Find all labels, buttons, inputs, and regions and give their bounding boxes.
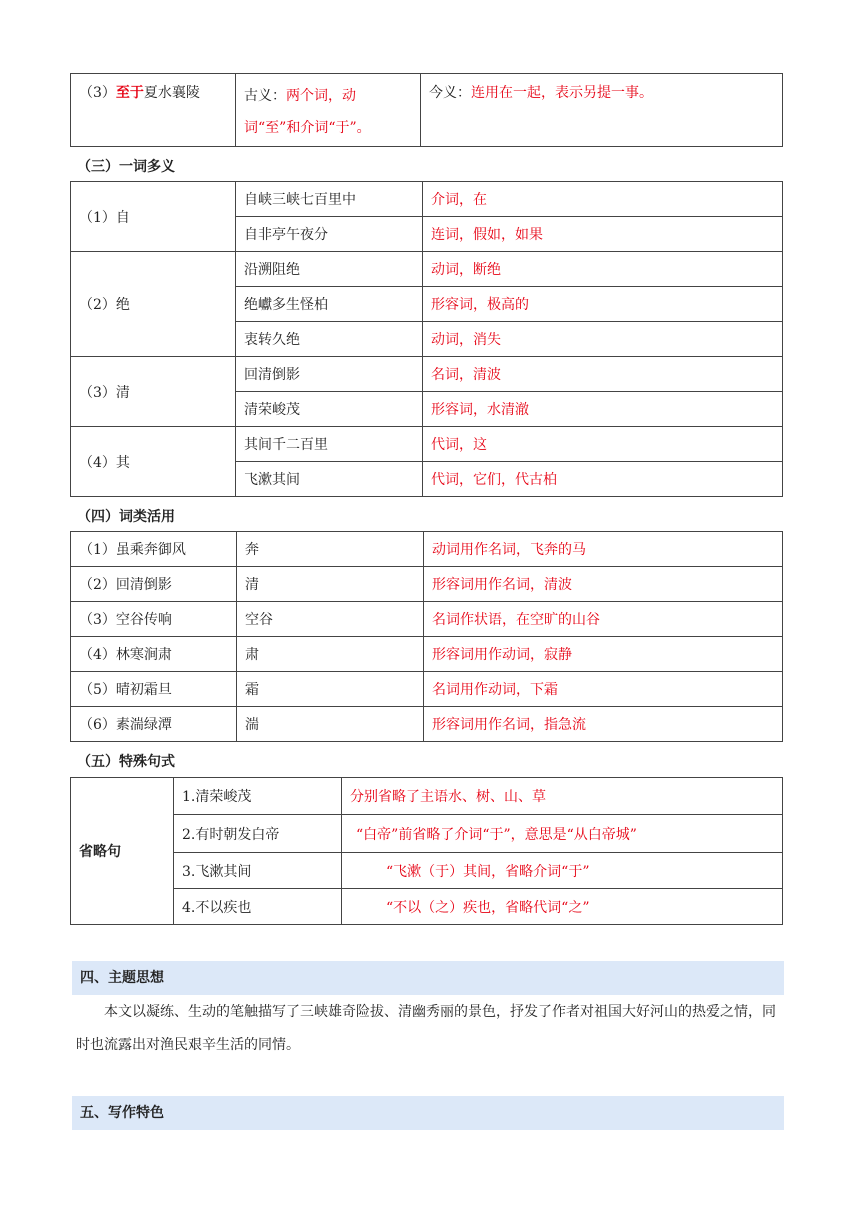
polysemy-meaning: 名词，清波: [423, 357, 783, 392]
usage-word: 霜: [237, 672, 424, 707]
polysemy-example: 自非亭午夜分: [236, 217, 423, 252]
polysemy-meaning: 动词，断绝: [423, 252, 783, 287]
polysemy-word: （3）清: [71, 357, 236, 427]
theme-paragraph: 本文以凝练、生动的笔触描写了三峡雄奇险拔、清幽秀丽的景色，抒发了作者对祖国大好河山的热爱之情，同时也流露出对渔民艰辛生活的同情。: [76, 1004, 776, 1053]
ancient-meaning-cell: 古义：两个词，动词“至”和介词“于”。: [236, 74, 421, 147]
usage-word: 空谷: [237, 602, 424, 637]
special-sentence: 3.飞漱其间: [174, 853, 342, 889]
usage-explanation: 名词作状语，在空旷的山谷: [424, 602, 783, 637]
polysemy-example: 自峡三峡七百里中: [236, 182, 423, 217]
polysemy-table: [70, 181, 783, 497]
polysemy-example: 飞漱其间: [236, 462, 423, 497]
polysemy-meaning: 介词，在: [423, 182, 783, 217]
polysemy-meaning: 形容词，水清澈: [423, 392, 783, 427]
special-sentence-table: [70, 777, 783, 925]
polysemy-example: 回清倒影: [236, 357, 423, 392]
polysemy-word: （4）其: [71, 427, 236, 497]
usage-sentence: （5）晴初霜旦: [71, 672, 237, 707]
polysemy-meaning: 代词，这: [423, 427, 783, 462]
polysemy-example: 绝巘多生怪柏: [236, 287, 423, 322]
polysemy-meaning: 动词，消失: [423, 322, 783, 357]
polysemy-meaning: 连词，假如，如果: [423, 217, 783, 252]
special-explanation: “飞漱（于）其间，省略介词“于”: [342, 853, 783, 889]
section3-heading: （三）一词多义: [77, 159, 175, 175]
section4-heading: （四）词类活用: [77, 509, 175, 525]
polysemy-meaning: 形容词，极高的: [423, 287, 783, 322]
usage-sentence: （1）虽乘奔御风: [71, 532, 237, 567]
usage-word: 湍: [237, 707, 424, 742]
sentence-type-label: 省略句: [71, 778, 174, 925]
writing-section-title: 五、写作特色: [72, 1096, 784, 1130]
polysemy-meaning: 代词，它们，代古柏: [423, 462, 783, 497]
section5-heading: （五）特殊句式: [77, 754, 175, 770]
special-sentence: 2.有时朝发白帝: [174, 815, 342, 853]
usage-explanation: 动词用作名词，飞奔的马: [424, 532, 783, 567]
special-explanation: “白帝”前省略了介词“于”，意思是“从白帝城”: [342, 815, 783, 853]
usage-sentence: （2）回清倒影: [71, 567, 237, 602]
polysemy-example: 其间千二百里: [236, 427, 423, 462]
usage-sentence: （3）空谷传响: [71, 602, 237, 637]
polysemy-example: 沿溯阻绝: [236, 252, 423, 287]
polysemy-example: 清荣峻茂: [236, 392, 423, 427]
word-usage-table: [70, 531, 783, 742]
theme-section-title: 四、主题思想: [72, 961, 784, 995]
special-sentence: 4.不以疾也: [174, 889, 342, 925]
special-sentence: 1.清荣峻茂: [174, 778, 342, 815]
polysemy-word: （2）绝: [71, 252, 236, 357]
usage-word: 奔: [237, 532, 424, 567]
usage-explanation: 形容词用作动词，寂静: [424, 637, 783, 672]
usage-word: 肃: [237, 637, 424, 672]
polysemy-word: （1）自: [71, 182, 236, 252]
usage-explanation: 名词用作动词，下霜: [424, 672, 783, 707]
usage-sentence: （6）素湍绿潭: [71, 707, 237, 742]
special-explanation: 分别省略了主语水、树、山、草: [342, 778, 783, 815]
top-row-table: [70, 73, 783, 147]
top-sentence-cell: （3）至于夏水襄陵: [71, 74, 236, 147]
special-explanation: “不以（之）疾也，省略代词“之”: [342, 889, 783, 925]
usage-explanation: 形容词用作名词，清波: [424, 567, 783, 602]
usage-word: 清: [237, 567, 424, 602]
usage-sentence: （4）林寒涧肃: [71, 637, 237, 672]
polysemy-example: 衷转久绝: [236, 322, 423, 357]
modern-meaning-cell: 今义：连用在一起，表示另提一事。: [421, 74, 783, 147]
usage-explanation: 形容词用作名词，指急流: [424, 707, 783, 742]
